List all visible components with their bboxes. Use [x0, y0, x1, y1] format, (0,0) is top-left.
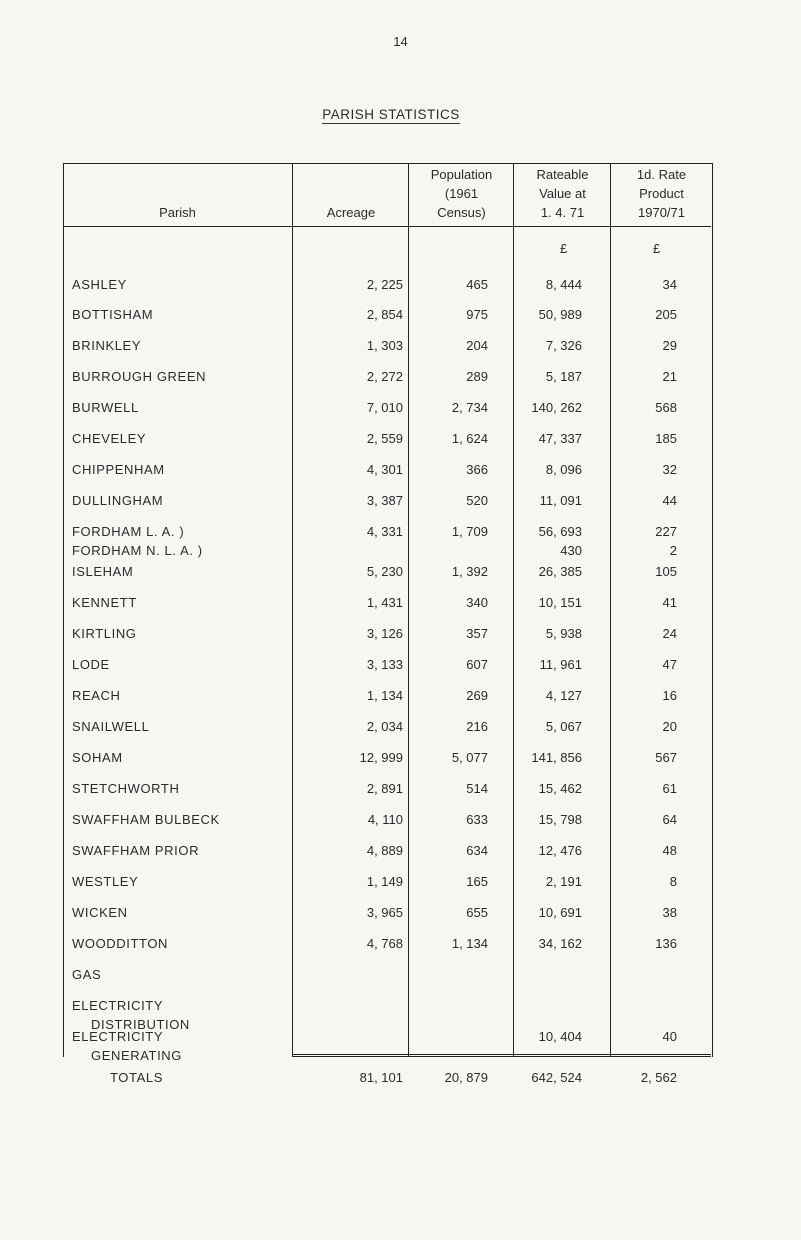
parish-name: BURWELL	[72, 400, 139, 415]
rateable-value-cell: 56, 693	[538, 524, 582, 539]
table-row	[0, 750, 801, 780]
acreage-cell: 1, 149	[366, 874, 403, 889]
population-cell: 1, 709	[451, 524, 488, 539]
table-row	[0, 462, 801, 492]
total-acreage: 81, 101	[359, 1070, 403, 1085]
table-row	[0, 277, 801, 307]
population-cell: 289	[466, 369, 488, 384]
parish-name: SWAFFHAM PRIOR	[72, 843, 200, 858]
table-row	[0, 338, 801, 368]
penny-rate-cell: 185	[655, 431, 677, 446]
acreage-cell: 3, 133	[366, 657, 403, 672]
acreage-cell: 1, 303	[366, 338, 403, 353]
parish-name: WESTLEY	[72, 874, 139, 889]
penny-rate-cell: 40	[662, 1029, 677, 1044]
parish-name-line2: DISTRIBUTION	[91, 1017, 190, 1032]
rateable-value-cell: 47, 337	[538, 431, 582, 446]
parish-name: SWAFFHAM BULBECK	[72, 812, 220, 827]
population-cell: 357	[466, 626, 488, 641]
table-row	[0, 1029, 801, 1063]
acreage-cell: 2, 272	[366, 369, 403, 384]
table-row	[0, 595, 801, 625]
penny-rate-cell: 47	[662, 657, 677, 672]
rateable-value-cell: 50, 989	[538, 307, 582, 322]
page-title	[0, 107, 782, 122]
rateable-value-cell: 5, 067	[545, 719, 582, 734]
penny-rate-cell: 227	[655, 524, 677, 539]
parish-name: KIRTLING	[72, 626, 137, 641]
penny-rate-cell: 105	[655, 564, 677, 579]
parish-name: SOHAM	[72, 750, 123, 765]
penny-rate-cell: 64	[662, 812, 677, 827]
table-row	[0, 493, 801, 523]
table-row	[0, 400, 801, 430]
penny-rate-cell: 44	[662, 493, 677, 508]
acreage-cell: 4, 110	[367, 812, 403, 827]
population-cell: 165	[466, 874, 488, 889]
header-divider	[63, 226, 711, 227]
acreage-cell: 4, 768	[366, 936, 403, 951]
acreage-cell: 12, 999	[359, 750, 403, 765]
population-cell: 216	[466, 719, 488, 734]
acreage-cell: 2, 034	[366, 719, 403, 734]
parish-name: CHEVELEY	[72, 431, 147, 446]
parish-name: BOTTISHAM	[72, 307, 154, 322]
acreage-cell: 3, 965	[366, 905, 403, 920]
table-row	[0, 688, 801, 718]
acreage-cell: 2, 854	[366, 307, 403, 322]
rateable-value-cell: 4, 127	[545, 688, 582, 703]
rateable-value-cell: 5, 187	[545, 369, 582, 384]
total-rateable: 642, 524	[531, 1070, 582, 1085]
total-penny-rate: 2, 562	[640, 1070, 677, 1085]
acreage-cell: 4, 889	[366, 843, 403, 858]
penny-rate-cell: 568	[655, 400, 677, 415]
population-cell: 633	[466, 812, 488, 827]
penny-rate-cell: 205	[655, 307, 677, 322]
header-rateable-value: Rateable Value at 1. 4. 71	[536, 167, 589, 220]
population-cell: 340	[466, 595, 488, 610]
population-cell: 975	[466, 307, 488, 322]
rateable-value-cell: 15, 462	[538, 781, 582, 796]
acreage-cell: 5, 230	[366, 564, 403, 579]
parish-name: KENNETT	[72, 595, 137, 610]
parish-name: BURROUGH GREEN	[72, 369, 207, 384]
penny-rate-cell: 61	[662, 781, 677, 796]
penny-rate-cell: 20	[662, 719, 677, 734]
unit-rateable: £	[560, 241, 568, 256]
rateable-value-cell: 34, 162	[538, 936, 582, 951]
table-row	[0, 369, 801, 399]
rateable-value-cell: 26, 385	[538, 564, 582, 579]
population-cell: 204	[466, 338, 488, 353]
parish-name: SNAILWELL	[72, 719, 150, 734]
acreage-cell: 4, 301	[366, 462, 403, 477]
acreage-cell: 7, 010	[366, 400, 403, 415]
table-row	[0, 626, 801, 656]
parish-name: CHIPPENHAM	[72, 462, 165, 477]
table-row	[0, 936, 801, 966]
population-cell: 1, 134	[451, 936, 488, 951]
parish-name: LODE	[72, 657, 110, 672]
acreage-cell: 1, 431	[366, 595, 403, 610]
population-cell: 520	[466, 493, 488, 508]
page-title-text: PARISH STATISTICS	[322, 107, 460, 122]
table-row	[0, 905, 801, 935]
parish-name: DULLINGHAM	[72, 493, 164, 508]
header-population: Population (1961 Census)	[430, 167, 493, 220]
penny-rate-cell: 21	[662, 369, 677, 384]
parish-name-line2: GENERATING	[91, 1048, 182, 1063]
penny-rate-cell: 34	[662, 277, 677, 292]
parish-name: BRINKLEY	[72, 338, 142, 353]
rateable-value-cell: 2, 191	[545, 874, 582, 889]
table-row	[0, 998, 801, 1032]
penny-rate-cell: 567	[655, 750, 677, 765]
table-row	[0, 719, 801, 749]
acreage-cell: 1, 134	[366, 688, 403, 703]
parish-name: WICKEN	[72, 905, 128, 920]
acreage-cell: 4, 331	[366, 524, 403, 539]
rateable-value-cell: 15, 798	[538, 812, 582, 827]
header-acreage: Acreage	[326, 205, 376, 220]
parish-name: ELECTRICITY	[72, 998, 164, 1013]
table-row	[0, 431, 801, 461]
total-population: 20, 879	[444, 1070, 488, 1085]
penny-rate-cell: 41	[662, 595, 677, 610]
population-cell: 634	[466, 843, 488, 858]
header-penny-rate: 1d. Rate Product 1970/71	[636, 167, 687, 220]
population-cell: 2, 734	[451, 400, 488, 415]
rateable-value-cell: 10, 691	[538, 905, 582, 920]
rateable-value-cell: 5, 938	[545, 626, 582, 641]
parish-name: GAS	[72, 967, 102, 982]
population-cell: 655	[466, 905, 488, 920]
population-cell: 514	[466, 781, 488, 796]
unit-penny-rate: £	[653, 241, 661, 256]
rateable-value-cell: 10, 151	[538, 595, 582, 610]
totals-label: TOTALS	[110, 1070, 163, 1085]
parish-name: REACH	[72, 688, 121, 703]
table-row	[0, 812, 801, 842]
table-row	[0, 874, 801, 904]
rateable-value-cell: 140, 262	[531, 400, 582, 415]
penny-rate-cell: 32	[662, 462, 677, 477]
population-cell: 465	[466, 277, 488, 292]
parish-name-line2: FORDHAM N. L. A. )	[72, 543, 203, 558]
page-number: 14	[393, 34, 408, 49]
acreage-cell: 2, 559	[366, 431, 403, 446]
penny-rate-cell: 16	[662, 688, 677, 703]
rateable-value-cell: 141, 856	[531, 750, 582, 765]
header-parish: Parish	[159, 205, 196, 220]
population-cell: 607	[466, 657, 488, 672]
acreage-cell: 3, 126	[366, 626, 403, 641]
parish-name: ISLEHAM	[72, 564, 134, 579]
table-row	[0, 307, 801, 337]
penny-rate-cell: 38	[662, 905, 677, 920]
penny-rate-cell: 24	[662, 626, 677, 641]
rateable-value-cell: 8, 444	[545, 277, 582, 292]
rateable-value-cell: 10, 404	[538, 1029, 582, 1044]
penny-rate-cell: 136	[655, 936, 677, 951]
penny-rate-cell: 48	[662, 843, 677, 858]
rateable-value-cell: 11, 091	[539, 493, 582, 508]
rateable-value-cell: 7, 326	[545, 338, 582, 353]
table-row	[0, 564, 801, 594]
acreage-cell: 3, 387	[366, 493, 403, 508]
rateable-value-cell: 11, 961	[539, 657, 582, 672]
population-cell: 5, 077	[451, 750, 488, 765]
table-row	[0, 781, 801, 811]
parish-name: STETCHWORTH	[72, 781, 180, 796]
table-row	[0, 657, 801, 687]
rateable-value-cell: 12, 476	[538, 843, 582, 858]
population-cell: 269	[466, 688, 488, 703]
parish-name: ASHLEY	[72, 277, 127, 292]
acreage-cell: 2, 891	[366, 781, 403, 796]
parish-name: FORDHAM L. A. )	[72, 524, 185, 539]
penny-rate-cell: 29	[662, 338, 677, 353]
penny-rate-cell: 8	[669, 874, 677, 889]
parish-name: WOODDITTON	[72, 936, 169, 951]
population-cell: 366	[466, 462, 488, 477]
table-row	[0, 967, 801, 997]
table-row	[0, 843, 801, 873]
acreage-cell: 2, 225	[366, 277, 403, 292]
population-cell: 1, 392	[451, 564, 488, 579]
parish-name: ELECTRICITY	[72, 1029, 164, 1044]
population-cell: 1, 624	[451, 431, 488, 446]
rateable-value-cell-2: 430	[560, 543, 582, 558]
table-row	[0, 524, 801, 558]
rateable-value-cell: 8, 096	[545, 462, 582, 477]
penny-rate-cell-2: 2	[669, 543, 677, 558]
